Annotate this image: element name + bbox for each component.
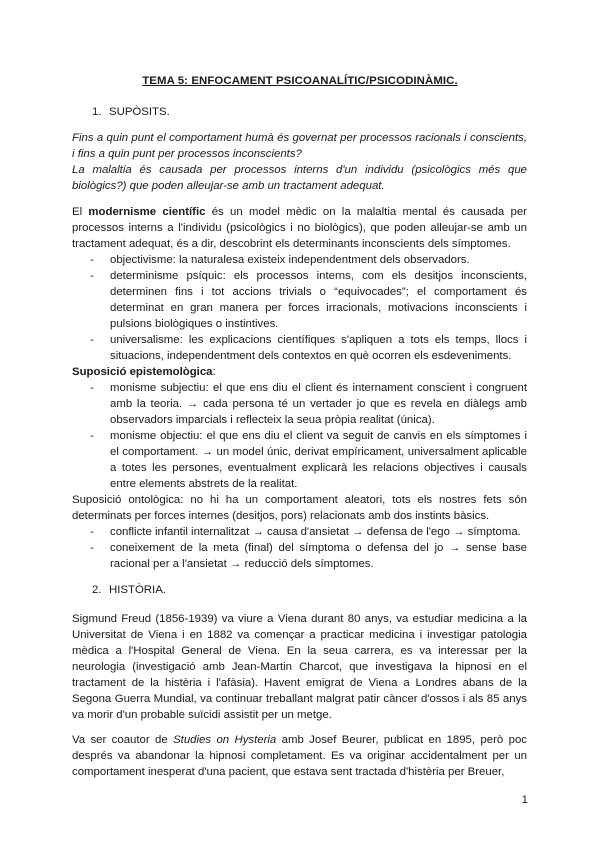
text-run: El xyxy=(72,206,83,218)
list-item: - monisme objectiu: el que ens diu el client va seguit de canvis en els símptomes i el comportament. → un model únic, derivat empíricament, universalment aplicable a totes les persones, eventualment explicarà les relacions objectives i causals entre elements abstrets de la realitat. xyxy=(72,428,527,492)
ontologica-paragraph: Suposició ontològica: no hi ha un comportament aleatori, tots els nostres fets són determinats per forces internes (desitjos, pors) relacionats amb dos instints bàsics. xyxy=(72,494,527,522)
list-item: - objectivisme: la naturalesa existeix independentment dels observadors. xyxy=(72,252,527,268)
text-run: és un model mèdic on la malaltia mental és causada per processos interns a l'individu (psicològics i no biològics), que poden alleujar-se amb un tractament adequat, és a dir, descobrint els determinants inconscients dels símptomes. xyxy=(72,206,527,250)
section-number: 2. xyxy=(92,584,102,596)
question-1: Fins a quin punt el comportament humà és governat per processos racionals i conscients, i fins a quin punt per processos inconscients? xyxy=(72,132,527,160)
question-2: La malaltia és causada per processos interns d'un individu (psicològics més que biològics?) que poden alleujar-se amb un tractament adequat. xyxy=(72,164,527,192)
text-run: Va ser coautor de xyxy=(72,734,168,746)
section-number: 1. xyxy=(92,106,102,118)
epistemologica-heading xyxy=(72,364,527,380)
list-item: - coneixement de la meta (final) del símptoma o defensa del jo → sense base racional per a l'ansietat → reducció dels símptomes. xyxy=(72,540,527,572)
book-title: Studies on Hysteria xyxy=(173,734,277,746)
bold-term: modernisme científic xyxy=(88,206,206,218)
ontologica-list xyxy=(72,524,527,572)
section-title: SUPÒSITS. xyxy=(109,106,170,118)
section-heading-suposits xyxy=(92,106,170,118)
list-item: - monisme subjectiu: el que ens diu el client és internament conscient i congruent amb la teoria. → cada persona té un vertader jo que es revela en diàlegs amb observadors imparcials i reflecteix la seua pròpia realitat (única). xyxy=(72,380,527,428)
text-run: amb Josef Beurer, publicat en 1895, però poc després va abandonar la hipnosi completament. Es va originar accidentalment per un comportament inesperat d'una pacient, que estava sent tractada d'histèria per Breuer, xyxy=(72,734,527,778)
page-number: 1 xyxy=(521,794,528,806)
document-title: TEMA 5: ENFOCAMENT PSICOANALÍTIC/PSICODINÀMIC. xyxy=(142,75,458,87)
epistemologica-list xyxy=(72,380,527,492)
historia-paragraph-1: Sigmund Freud (1856-1939) va viure a Viena durant 80 anys, va estudiar medicina a la Universitat de Viena i en 1882 va començar a practicar medicina i investigar patologia mèdica a l'Hospital General de Viena. En la seua carrera, es va interessar per la neurologia (investigació amb Jean-Martin Charcot, que investigava la hipnosi en el tractament de la histèria i l'afàsia). Havent emigrat de Viena a Londres abans de la Segona Guerra Mundial, va continuar treballant malgrat patir càncer d'ossos i als 85 anys va morir d'un probable suïcidi assistit per un metge. xyxy=(72,613,527,721)
list-item: - conflicte infantil internalitzat → causa d'ansietat → defensa de l'ego → símptoma. xyxy=(72,524,527,540)
historia-paragraph-2 xyxy=(72,732,527,780)
modernisme-paragraph xyxy=(72,204,527,252)
bold-term: Suposició epistemològica xyxy=(72,366,213,378)
list-item: - determinisme psíquic: els processos interns, com els desitjos inconscients, determinen fins i tot accions trivials o “equivocades”; el comportament és determinat en gran manera per forces irracionals, motivacions inconscients i pulsions biològiques o instintives. xyxy=(72,268,527,332)
section-title: HISTÒRIA. xyxy=(109,584,166,596)
text-run: : xyxy=(212,366,216,378)
section-heading-historia xyxy=(92,584,166,596)
modernisme-list xyxy=(72,252,527,364)
list-item: - universalisme: les explicacions científiques s'apliquen a tots els temps, llocs i situacions, independentment dels contextos en què ocorren els esdeveniments. xyxy=(72,332,527,364)
